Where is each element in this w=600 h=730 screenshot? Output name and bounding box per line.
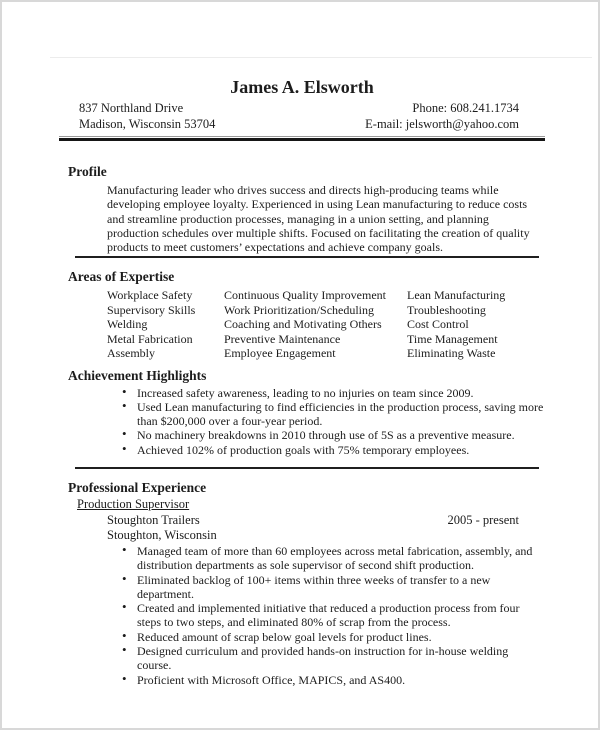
achievement-item: • Increased safety awareness, leading to no injuries on team since 2009. <box>59 386 545 400</box>
experience-item: • Reduced amount of scrap below goal levels for product lines. <box>59 630 545 644</box>
resume-content <box>59 2 545 687</box>
expertise-item: Assembly <box>107 346 155 361</box>
employment-dates: 2005 - present <box>447 513 519 527</box>
expertise-item: Preventive Maintenance <box>224 331 341 346</box>
expertise-section-title: Areas of Expertise <box>68 269 175 285</box>
company-name: Stoughton Trailers <box>107 513 200 527</box>
expertise-item: Eliminating Waste <box>407 346 496 361</box>
company-location: Stoughton, Wisconsin <box>107 527 217 542</box>
company-date-row <box>59 513 545 528</box>
experience-item: • Proficient with Microsoft Office, MAPICS, and AS400. <box>59 673 545 687</box>
achievements-section-title: Achievement Highlights <box>68 367 207 383</box>
expertise-column-3 <box>407 288 545 360</box>
expertise-item: Cost Control <box>407 317 469 332</box>
expertise-item: Employee Engagement <box>224 346 336 361</box>
phone-line: Phone: 608.241.1734 <box>412 101 519 115</box>
expertise-grid <box>107 288 545 360</box>
profile-section-title: Profile <box>68 164 107 179</box>
header-divider-thick-line <box>59 138 545 141</box>
expertise-item: Time Management <box>407 331 498 346</box>
profile-section-divider <box>75 256 539 258</box>
candidate-name: James A. Elsworth <box>230 77 374 97</box>
email-line: E-mail: jelsworth@yahoo.com <box>365 116 519 131</box>
expertise-item: Troubleshooting <box>407 302 486 317</box>
phone-email-block <box>365 101 545 132</box>
experience-bullet-list <box>59 544 545 687</box>
experience-section-title: Professional Experience <box>68 480 207 495</box>
header-divider <box>59 136 545 141</box>
expertise-item: Workplace Safety <box>107 288 193 303</box>
expertise-item: Continuous Quality Improvement <box>224 288 386 303</box>
expertise-item: Coaching and Motivating Others <box>224 317 382 332</box>
achievement-item: • Achieved 102% of production goals with 75% temporary employees. <box>59 443 545 457</box>
expertise-column-2 <box>224 288 407 360</box>
achievements-section-divider <box>75 467 539 469</box>
job-title: Production Supervisor <box>77 497 190 511</box>
expertise-item: Lean Manufacturing <box>407 288 506 303</box>
achievements-list <box>59 386 545 457</box>
achievement-item: • Used Lean manufacturing to find efficiencies in the production process, saving more than $200,000 over a four-year period. <box>59 400 545 429</box>
address-block <box>59 101 215 132</box>
address-line-1: 837 Northland Drive <box>79 101 184 115</box>
achievement-item: • No machinery breakdowns in 2010 through use of 5S as a preventive measure. <box>59 428 545 442</box>
contact-block <box>59 101 545 132</box>
expertise-item: Supervisory Skills <box>107 302 196 317</box>
experience-item: • Eliminated backlog of 100+ items within three weeks of transfer to a new department. <box>59 573 545 602</box>
expertise-item: Work Prioritization/Scheduling <box>224 302 375 317</box>
experience-item: • Designed curriculum and provided hands-on instruction for in-house welding course. <box>59 644 545 673</box>
expertise-item: Welding <box>107 317 148 332</box>
profile-paragraph: Manufacturing leader who drives success and directs high-producing teams while developing employee loyalty. Experienced in using Lean manufacturing to reduce costs and streamline production processes, managing in a union setting, and planning production schedules over multiple shifts. Focused on facilitating the creation of quality products to meet customers’ expectations and achieve company goals. <box>107 183 530 255</box>
experience-item: • Created and implemented initiative that reduced a production process from four steps to two steps, and eliminated 80% of scrap from the process. <box>59 601 545 630</box>
experience-item: • Managed team of more than 60 employees across metal fabrication, assembly, and distribution departments as sole supervisor of second shift production. <box>59 544 545 573</box>
address-line-2: Madison, Wisconsin 53704 <box>79 116 216 131</box>
expertise-item: Metal Fabrication <box>107 331 193 346</box>
expertise-column-1 <box>107 288 224 360</box>
